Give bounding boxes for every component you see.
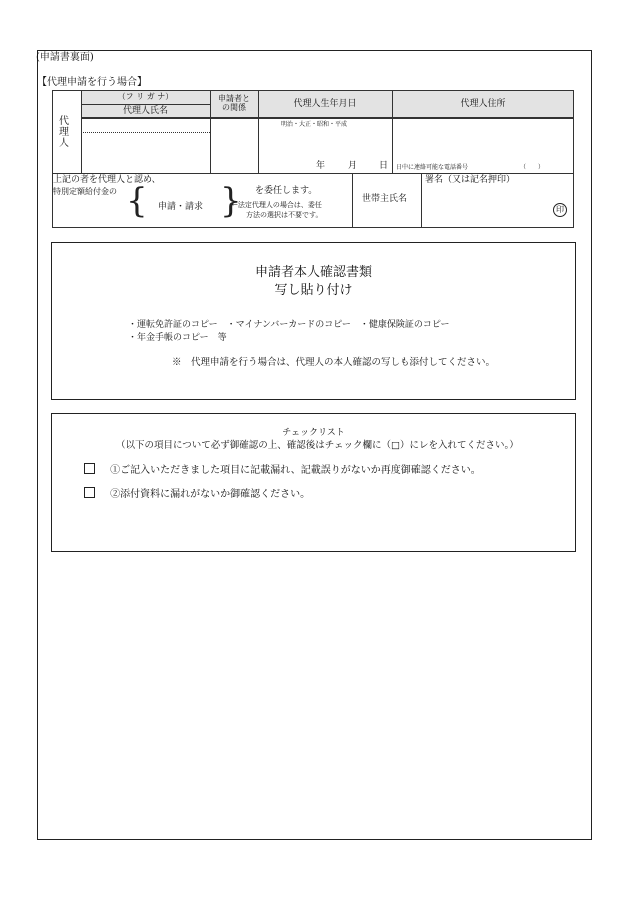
furigana-label: （フ リ ガ ナ） [117,92,174,101]
month-label: 月 [348,161,358,171]
householder-field[interactable] [354,214,419,226]
note-line1: ←法定代理人の場合は、委任 [232,201,322,209]
id-docs-items-line1: ・運転免許証のコピー ・マイナンバーカードのコピー ・健康保険証のコピー [128,320,450,330]
day-label: 日 [379,161,389,171]
signature-field[interactable] [425,186,570,224]
relation-header-line1: 申請者と [218,94,250,103]
year-label: 年 [316,161,326,171]
id-docs-note: ※ 代理申請を行う場合は、代理人の本人確認の写しも添付してください。 [172,357,496,368]
phone-label: 日中に連絡可能な電話番号 [396,164,469,171]
checklist-title: チェックリスト [282,428,345,438]
right-brace: } [220,181,242,221]
era-options: 明治・大正・昭和・平成 [281,121,348,128]
id-docs-title: 申請者本人確認書類 [254,265,372,280]
checklist-instruction: （以下の項目について必ず御確認の上、確認後はチェック欄に（□）にレを入れてください。） [116,440,519,451]
address-header: 代理人住所 [460,99,506,109]
note-line2: 方法の選択は不要です。 [246,211,323,219]
id-docs-items-line2: ・年金手帳のコピー 等 [128,333,227,343]
left-brace: { [126,181,148,221]
checkbox-1[interactable] [84,463,95,474]
agent-row-label: 代 理 人 [59,116,69,149]
householder-label: 世帯主氏名 [362,194,408,204]
phone-parens: （ ） [520,164,545,171]
checklist-item-2 [84,482,310,501]
relation-header-line2: の関係 [222,103,246,112]
seal-mark: 印 [553,203,567,217]
action-text: 申請・請求 [158,202,204,212]
id-docs-subtitle: 写し貼り付け [274,283,353,298]
name-header: 代理人氏名 [122,106,168,116]
checklist-item-1 [84,458,481,477]
delegation-line1: 上記の者を代理人と認め、 [53,175,161,185]
signature-label: 署名（又は記名押印） [425,175,516,185]
birthdate-header: 代理人生年月日 [293,99,357,109]
checklist-item-1-text: ①ご記入いただきました項目に記載漏れ、記載誤りがないか再度御確認ください。 [110,465,481,476]
section-title: 【代理申請を行う場合】 [37,77,147,88]
checkbox-2[interactable] [84,487,95,498]
delegation-line2: 特別定額給付金の [53,187,117,196]
page-label: (申請書裏面) [36,52,94,63]
delegate-text: を委任します。 [255,186,318,196]
checklist-item-2-text: ②添付資料に漏れがないか御確認ください。 [110,489,311,500]
